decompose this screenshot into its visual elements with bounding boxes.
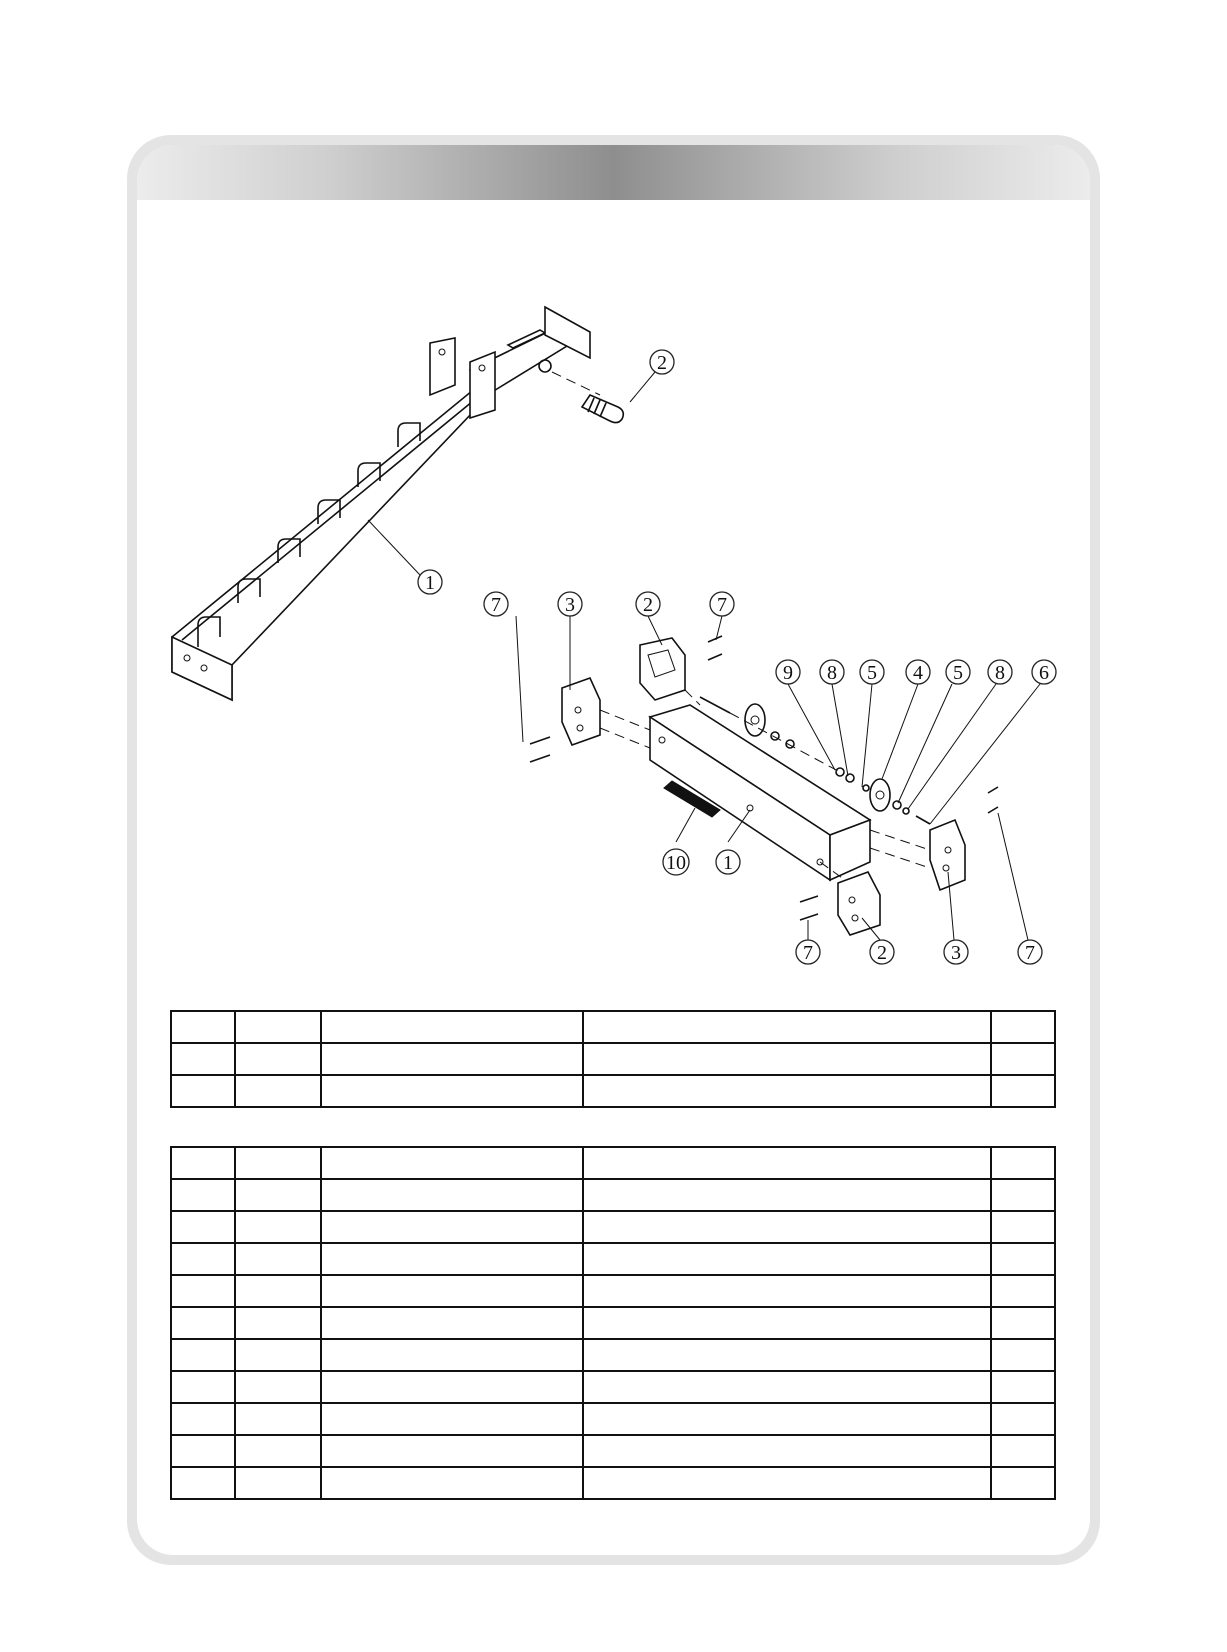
table-cell	[171, 1075, 235, 1107]
table-cell	[321, 1275, 583, 1307]
callout-label: 3	[951, 942, 961, 964]
end-cap-right	[930, 820, 965, 890]
table-cell	[171, 1179, 235, 1211]
wheel-upper	[745, 704, 765, 736]
table-cell	[321, 1011, 583, 1043]
callout-label: 4	[913, 662, 923, 684]
table-cell	[321, 1403, 583, 1435]
callout-lower-5a	[860, 660, 884, 684]
table-cell	[321, 1147, 583, 1179]
table-cell	[171, 1043, 235, 1075]
table-cell	[235, 1043, 321, 1075]
callout-lower-6	[1032, 660, 1056, 684]
table-cell	[235, 1275, 321, 1307]
table-cell	[321, 1211, 583, 1243]
parts-table-1	[170, 1010, 1056, 1108]
callout-lower-5b	[946, 660, 970, 684]
callout-lower-8a	[820, 660, 844, 684]
callout-label: 8	[827, 662, 837, 684]
table-cell	[583, 1075, 991, 1107]
parts-table-2-row	[171, 1435, 1055, 1467]
table-cell	[235, 1011, 321, 1043]
callout-label: 7	[491, 594, 501, 616]
parts-table-2-row	[171, 1211, 1055, 1243]
parts-table-2-row	[171, 1307, 1055, 1339]
callout-lower-7a	[484, 592, 508, 616]
table-cell	[171, 1211, 235, 1243]
table-cell	[235, 1075, 321, 1107]
parts-table-2-row	[171, 1243, 1055, 1275]
table-cell	[235, 1371, 321, 1403]
table-cell	[991, 1043, 1055, 1075]
table-cell	[583, 1307, 991, 1339]
table-cell	[171, 1467, 235, 1499]
table-cell	[171, 1403, 235, 1435]
parts-table-1-row	[171, 1075, 1055, 1107]
table-cell	[991, 1307, 1055, 1339]
callout-label: 2	[643, 594, 653, 616]
callout-label: 5	[867, 662, 877, 684]
parts-table-2-row	[171, 1403, 1055, 1435]
table-cell	[991, 1403, 1055, 1435]
table-cell	[583, 1147, 991, 1179]
table-cell	[235, 1467, 321, 1499]
callout-label: 7	[717, 594, 727, 616]
callout-lower-2b	[870, 940, 894, 964]
table-cell	[991, 1371, 1055, 1403]
table-cell	[991, 1467, 1055, 1499]
table-cell	[991, 1075, 1055, 1107]
table-cell	[321, 1075, 583, 1107]
table-cell	[321, 1243, 583, 1275]
parts-table-2-row	[171, 1147, 1055, 1179]
table-cell	[235, 1147, 321, 1179]
table-cell	[171, 1435, 235, 1467]
callout-lower-7b	[710, 592, 734, 616]
table-cell	[235, 1307, 321, 1339]
table-cell	[171, 1371, 235, 1403]
parts-table-2-row	[171, 1275, 1055, 1307]
callout-upper-1	[418, 570, 442, 594]
table-cell	[171, 1275, 235, 1307]
table-cell	[235, 1403, 321, 1435]
table-cell	[235, 1339, 321, 1371]
table-cell	[321, 1339, 583, 1371]
callout-lower-7d	[1018, 940, 1042, 964]
callout-label: 2	[657, 352, 667, 374]
table-cell	[235, 1435, 321, 1467]
parts-table-2-row	[171, 1339, 1055, 1371]
table-cell	[235, 1243, 321, 1275]
table-cell	[583, 1371, 991, 1403]
callout-label: 5	[953, 662, 963, 684]
parts-table-1-row	[171, 1043, 1055, 1075]
parts-table-1-row	[171, 1011, 1055, 1043]
callout-lower-3a	[558, 592, 582, 616]
table-cell	[583, 1435, 991, 1467]
callout-label: 7	[1025, 942, 1035, 964]
table-cell	[321, 1435, 583, 1467]
table-cell	[583, 1211, 991, 1243]
callout-lower-3b	[944, 940, 968, 964]
pop-pin	[552, 372, 623, 423]
table-cell	[583, 1339, 991, 1371]
table-cell	[991, 1435, 1055, 1467]
table-cell	[171, 1147, 235, 1179]
table-cell	[235, 1211, 321, 1243]
top-cover	[640, 638, 685, 700]
callout-label: 6	[1039, 662, 1049, 684]
callout-lower-2a	[636, 592, 660, 616]
table-cell	[583, 1275, 991, 1307]
callout-lower-8b	[988, 660, 1012, 684]
long-bar	[172, 386, 492, 700]
table-cell	[321, 1371, 583, 1403]
table-cell	[321, 1179, 583, 1211]
table-cell	[583, 1179, 991, 1211]
callout-label: 1	[425, 572, 435, 594]
table-cell	[991, 1243, 1055, 1275]
table-cell	[321, 1043, 583, 1075]
callout-label: 8	[995, 662, 1005, 684]
table-cell	[991, 1339, 1055, 1371]
callout-label: 1	[723, 852, 733, 874]
table-cell	[991, 1147, 1055, 1179]
callout-lower-4	[906, 660, 930, 684]
callout-label: 7	[803, 942, 813, 964]
table-cell	[991, 1211, 1055, 1243]
callout-upper-2	[650, 350, 674, 374]
table-cell	[171, 1307, 235, 1339]
callout-label: 3	[565, 594, 575, 616]
callout-label: 10	[666, 852, 686, 874]
parts-table-2	[170, 1146, 1056, 1500]
table-cell	[171, 1339, 235, 1371]
table-cell	[583, 1043, 991, 1075]
table-cell	[991, 1179, 1055, 1211]
wheel-lower	[870, 779, 890, 811]
table-cell	[171, 1243, 235, 1275]
callout-lower-7c	[796, 940, 820, 964]
callout-lower-10	[663, 849, 689, 875]
table-cell	[991, 1011, 1055, 1043]
table-cell	[583, 1467, 991, 1499]
callout-lower-1	[716, 850, 740, 874]
table-cell	[321, 1467, 583, 1499]
callout-label: 2	[877, 942, 887, 964]
callout-lower-9	[776, 660, 800, 684]
table-cell	[583, 1243, 991, 1275]
table-cell	[321, 1307, 583, 1339]
table-cell	[235, 1179, 321, 1211]
callout-label: 9	[783, 662, 793, 684]
parts-table-2-row	[171, 1179, 1055, 1211]
bottom-cover	[838, 872, 880, 935]
table-cell	[583, 1011, 991, 1043]
table-cell	[171, 1011, 235, 1043]
table-cell	[583, 1403, 991, 1435]
table-cell	[991, 1275, 1055, 1307]
upper-bar-assembly	[172, 307, 655, 700]
parts-table-2-row	[171, 1467, 1055, 1499]
parts-table-2-row	[171, 1371, 1055, 1403]
